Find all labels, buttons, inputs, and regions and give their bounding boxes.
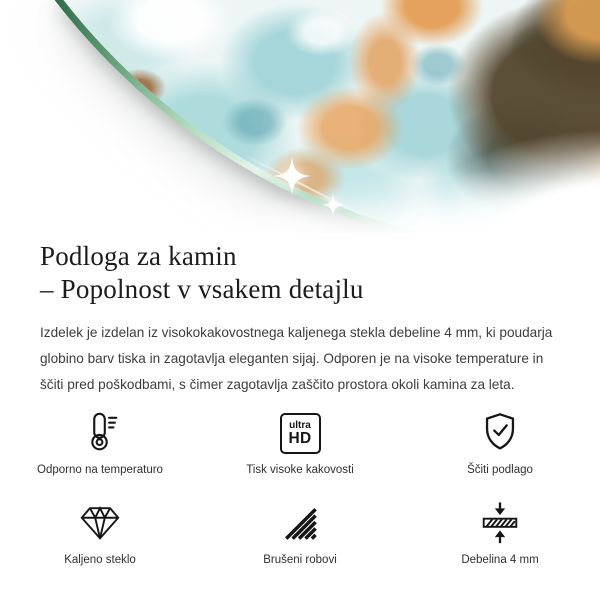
product-image	[0, 0, 600, 233]
feature-label: Ščiti podlago	[467, 464, 533, 476]
feature-label: Kaljeno steklo	[64, 554, 136, 566]
feature-label: Tisk visoke kakovosti	[246, 464, 354, 476]
feature-protects-surface	[400, 409, 600, 477]
glass-panel	[0, 0, 600, 233]
sparkle-icon	[270, 154, 314, 198]
feature-temperature-resistant	[0, 409, 200, 477]
feature-label: Debelina 4 mm	[461, 554, 539, 566]
beveled-edges-icon	[278, 499, 322, 547]
product-description: Izdelek je izdelan iz visokokakovostnega kaljenega stekla debeline 4 mm, ki poudarja globino barv tiska in zagotavlja eleganten sijaj. Odporen je na visoke temperature in ščiti pred poškodbami, s čimer zagotavlja zaščito prostora okoli kamina za leta.	[40, 325, 553, 392]
thickness-icon	[477, 499, 523, 547]
feature-label: Odporno na temperaturo	[37, 464, 163, 476]
feature-label: Brušeni robovi	[263, 554, 337, 566]
shield-check-icon	[477, 409, 523, 457]
feature-print-quality	[200, 409, 400, 477]
features-grid	[0, 409, 600, 567]
title-line-2: – Popolnost v vsakem detajlu	[40, 274, 364, 304]
feature-tempered-glass	[0, 499, 200, 567]
product-copy	[0, 240, 600, 398]
feature-beveled-edges	[200, 499, 400, 567]
title-line-1: Podloga za kamin	[40, 241, 237, 271]
page-title	[40, 240, 560, 306]
diamond-icon	[77, 499, 123, 547]
ultra-hd-icon: ultra HD	[280, 409, 321, 457]
sparkle-icon	[320, 192, 346, 218]
feature-thickness	[400, 499, 600, 567]
thermometer-icon	[77, 409, 123, 457]
